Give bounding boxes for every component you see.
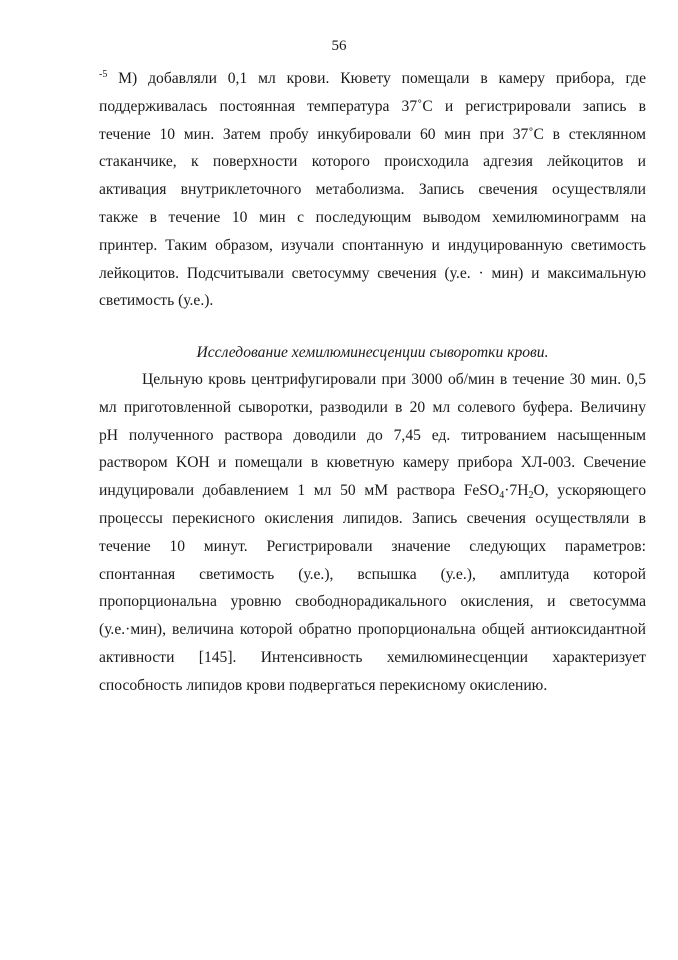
text-line: также в течение 10 мин с последующим выводом хемилюминограмм на bbox=[99, 208, 646, 226]
text-line: Цельную кровь центрифугировали при 3000 об/мин в течение 30 мин. 0,5 bbox=[142, 371, 646, 388]
text-line: процессы перекисного окисления липидов. Запись свечения осуществляли в bbox=[99, 509, 646, 527]
subscript: 4 bbox=[499, 490, 505, 502]
text-line-content: М) добавляли 0,1 мл крови. Кювету помещали в камеру прибора, где bbox=[107, 70, 646, 87]
text-line: спонтанная светимость (у.е.), вспышка (у.е.), амплитуда которой bbox=[99, 565, 646, 583]
text-fragment: O, ускоряющего bbox=[533, 482, 646, 500]
paragraph-leukocyte-chemiluminescence bbox=[99, 65, 646, 315]
text-line: пропорциональна уровню свободнорадикального окисления, и светосумма bbox=[99, 593, 646, 611]
section-heading: Исследование хемилюминесценции сыворотки крови. bbox=[196, 344, 549, 361]
page-number: 56 bbox=[331, 38, 347, 54]
text-line: светимость (у.е.). bbox=[99, 292, 214, 310]
text-fragment: ·7H bbox=[504, 482, 529, 500]
text-line: течение 10 минут. Регистрировали значение следующих параметров: bbox=[99, 537, 646, 555]
paragraph-serum-chemiluminescence bbox=[99, 366, 646, 700]
text-line: активности [145]. Интенсивность хемилюминесценции характеризует bbox=[99, 648, 646, 666]
text-line bbox=[99, 65, 646, 93]
text-line: принтер. Таким образом, изучали спонтанную и индуцированную светимость bbox=[99, 236, 646, 254]
text-line: pH полученного раствора доводили до 7,45 ед. титрованием насыщенным bbox=[99, 426, 646, 444]
superscript-exponent: -5 bbox=[99, 69, 108, 80]
text-line: лейкоцитов. Подсчитывали светосумму свечения (у.е. · мин) и максимальную bbox=[99, 264, 646, 282]
text-line: поддерживалась постоянная температура 37˚С и регистрировали запись в bbox=[99, 97, 646, 115]
text-line: течение 10 мин. Затем пробу инкубировали 60 мин при 37˚С в стеклянном bbox=[99, 125, 646, 143]
subscript: 2 bbox=[528, 490, 534, 502]
text-line: раствором KOH и помещали в кюветную камеру прибора ХЛ-003. Свечение bbox=[99, 454, 646, 472]
text-line: стаканчике, к поверхности которого происходила адгезия лейкоцитов и bbox=[99, 153, 646, 171]
text-line: способность липидов крови подвергаться перекисному окислению. bbox=[99, 676, 548, 694]
text-line: (у.е.·мин), величина которой обратно пропорциональна общей антиоксидантной bbox=[99, 621, 646, 639]
text-fragment: индуцировали добавлением 1 мл 50 мМ раствора FeSO bbox=[99, 482, 500, 500]
text-line: мл приготовленной сыворотки, разводили в 20 мл солевого буфера. Величину bbox=[99, 398, 646, 416]
text-line-formula bbox=[99, 477, 646, 505]
text-line: активация внутриклеточного метаболизма. Запись свечения осуществляли bbox=[99, 181, 646, 199]
